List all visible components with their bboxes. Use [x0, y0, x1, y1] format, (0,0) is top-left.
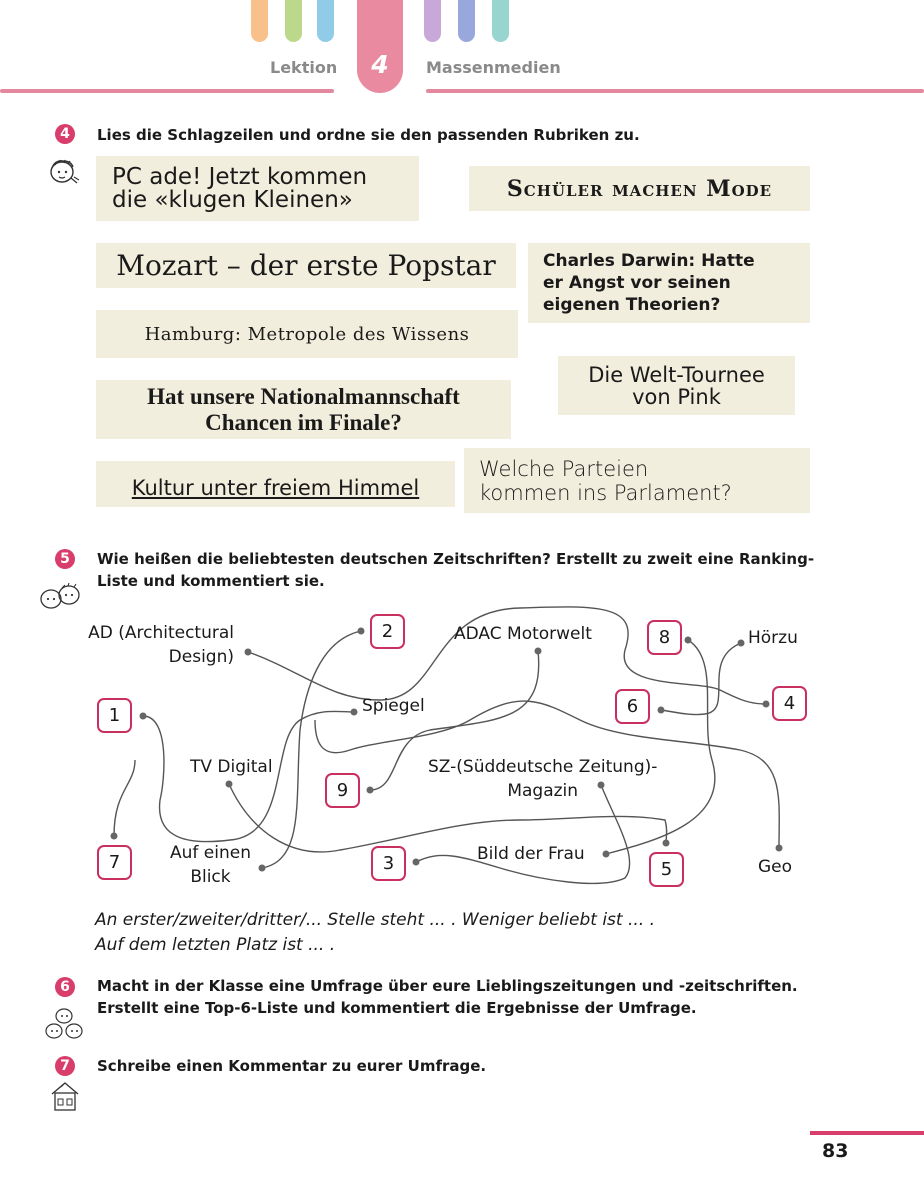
rank-box-4[interactable]: 4: [772, 686, 807, 721]
page-number: 83: [822, 1140, 849, 1162]
lesson-number: 4: [371, 50, 389, 79]
rank-box-9[interactable]: 9: [325, 773, 360, 808]
rank-box-5[interactable]: 5: [649, 852, 684, 887]
headline-line: eigenen Theorien?: [543, 295, 721, 315]
topic-title: Massenmedien: [426, 58, 561, 77]
rank-box-6[interactable]: 6: [615, 689, 650, 724]
magazine-line: AD (Architectural: [88, 623, 234, 643]
task6-instruction: [97, 975, 798, 1019]
magazine-auf-einen-blick: [170, 841, 251, 889]
phrase-line: An erster/zweiter/dritter/... Stelle steht ... . Weniger beliebt ist ... .: [95, 910, 655, 930]
magazine-line: Blick: [190, 867, 231, 887]
headline-line: die «klugen Kleinen»: [112, 186, 353, 213]
line-7: [114, 760, 135, 836]
headline-line: von Pink: [632, 384, 721, 409]
magazine-tv-digital: TV Digital: [190, 757, 273, 777]
instruction-line: Wie heißen die beliebtesten deutschen Zeitschriften? Erstellt zu zweit eine Ranking-: [97, 550, 815, 568]
magazine-spiegel: Spiegel: [362, 696, 425, 716]
headline-line: Mozart – der erste Popstar: [116, 249, 496, 282]
magazine-geo: Geo: [758, 857, 793, 877]
instruction-line: Erstellt eine Top-6-Liste und kommentiert die Ergebnisse der Umfrage.: [97, 999, 697, 1017]
line-8: [606, 640, 715, 854]
magazine-hoerzu: Hörzu: [748, 628, 798, 648]
instruction-line: Macht in der Klasse eine Umfrage über eure Lieblingszeitungen und -zeitschriften.: [97, 977, 798, 995]
headline-line: Welche Parteien: [479, 456, 649, 481]
task7-instruction: Schreibe einen Kommentar zu eurer Umfrage.: [97, 1057, 487, 1075]
magazine-ad: [88, 621, 234, 669]
rank-box-7[interactable]: 7: [97, 845, 132, 880]
task-number-4: 4: [55, 124, 75, 144]
magazine-line: Design): [168, 647, 234, 667]
headline-line: Hat unsere Nationalmannschaft: [147, 383, 460, 409]
homework-house-icon: [49, 1080, 81, 1112]
magazine-line: Magazin: [507, 781, 579, 801]
headline-line: er Angst vor seinen: [543, 273, 731, 293]
phrase-line: Auf dem letzten Platz ist ... .: [95, 935, 336, 955]
magazine-line: Auf einen: [170, 843, 251, 863]
headline-line: Charles Darwin: Hatte: [543, 251, 755, 271]
task-number-5: 5: [55, 549, 75, 569]
headline-line: Schüler machen Mode: [506, 175, 773, 202]
instruction-line: Liste und kommentiert sie.: [97, 572, 325, 590]
magazine-adac: ADAC Motorwelt: [454, 624, 592, 644]
line-2: [262, 631, 361, 868]
rank-box-8[interactable]: 8: [647, 620, 682, 655]
headline-line: kommen ins Parlament?: [479, 480, 732, 505]
footer-line: [810, 1131, 924, 1135]
headline-line: Chancen im Finale?: [205, 409, 402, 435]
task-number-6: 6: [55, 977, 75, 997]
task4-instruction: Lies die Schlagzeilen und ordne sie den passenden Rubriken zu.: [97, 126, 640, 144]
magazine-bild-der-frau: Bild der Frau: [477, 844, 585, 864]
rank-box-2[interactable]: 2: [370, 614, 405, 649]
headline-line: Hamburg: Metropole des Wissens: [144, 323, 470, 345]
magazine-sz: [428, 755, 657, 803]
magazine-line: SZ-(Süddeutsche Zeitung)-: [428, 757, 658, 777]
rank-box-3[interactable]: 3: [371, 846, 406, 881]
task-number-7: 7: [55, 1056, 75, 1076]
lesson-label: Lektion: [270, 58, 338, 77]
headline-line: Die Welt-Tournee: [588, 362, 765, 387]
headline-line: Kultur unter freiem Himmel: [131, 476, 420, 500]
headline-line: PC ade! Jetzt kommen: [112, 163, 368, 190]
group-work-icon: [44, 1006, 84, 1042]
rank-box-1[interactable]: 1: [97, 698, 132, 733]
